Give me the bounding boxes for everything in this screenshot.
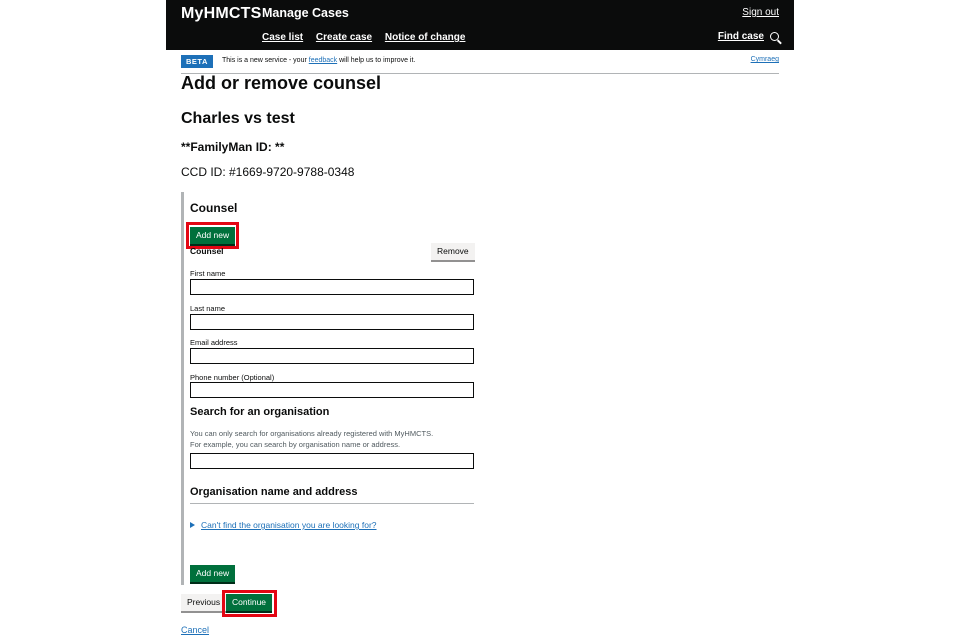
logo: MyHMCTS — [181, 5, 262, 22]
triangle-right-icon — [190, 522, 195, 528]
search-organisation-hint — [190, 428, 490, 450]
search-organisation-heading: Search for an organisation — [190, 406, 330, 418]
counsel-item-heading: Counsel — [190, 246, 224, 256]
nav-notice-of-change[interactable]: Notice of change — [384, 32, 466, 43]
primary-nav — [262, 32, 475, 43]
find-case-link[interactable] — [718, 31, 779, 42]
collection-border — [181, 192, 184, 585]
phase-banner — [181, 55, 779, 74]
service-name[interactable]: Manage Cases — [262, 6, 349, 20]
first-name-input[interactable] — [190, 279, 474, 295]
sign-out-link[interactable]: Sign out — [742, 7, 779, 18]
familyman-id: **FamilyMan ID: ** — [181, 140, 285, 154]
continue-button[interactable]: Continue — [226, 594, 272, 611]
previous-button[interactable]: Previous — [181, 594, 226, 611]
nav-create-case[interactable]: Create case — [315, 32, 373, 43]
nav-case-list[interactable]: Case list — [262, 32, 304, 43]
add-new-button-bottom[interactable]: Add new — [190, 565, 235, 582]
case-name: Charles vs test — [181, 110, 295, 127]
phase-text-after: will help us to improve it. — [337, 57, 416, 64]
last-name-label: Last name — [190, 304, 226, 313]
organisation-name-address-heading: Organisation name and address — [190, 486, 358, 498]
phone-input[interactable] — [190, 382, 474, 398]
search-icon — [770, 32, 779, 41]
app-header — [166, 0, 794, 50]
feedback-link[interactable]: feedback — [308, 57, 338, 64]
remove-button[interactable]: Remove — [431, 243, 475, 260]
organisation-search-input[interactable] — [190, 453, 474, 469]
search-hint-line-1: You can only search for organisations already registered with MyHMCTS. — [190, 429, 434, 438]
phone-label: Phone number (Optional) — [190, 373, 275, 382]
section-divider — [190, 503, 474, 504]
find-case-label: Find case — [717, 31, 764, 42]
cant-find-organisation-link: Can't find the organisation you are looking for? — [201, 520, 377, 530]
page-title: Add or remove counsel — [181, 73, 382, 93]
ccd-id: CCD ID: #1669-9720-9788-0348 — [181, 165, 355, 179]
counsel-heading: Counsel — [190, 201, 238, 215]
cant-find-organisation-details[interactable] — [190, 520, 377, 530]
search-hint-line-2: For example, you can search by organisation name or address. — [190, 440, 401, 449]
phase-text-before: This is a new service - your — [222, 57, 309, 64]
phase-banner-text — [222, 57, 415, 64]
language-toggle-link[interactable]: Cymraeg — [750, 56, 779, 63]
email-label: Email address — [190, 338, 238, 347]
first-name-label: First name — [190, 269, 226, 278]
cancel-link[interactable]: Cancel — [181, 625, 210, 635]
beta-tag: BETA — [181, 55, 213, 68]
last-name-input[interactable] — [190, 314, 474, 330]
email-input[interactable] — [190, 348, 474, 364]
add-new-button-top[interactable]: Add new — [190, 227, 235, 244]
